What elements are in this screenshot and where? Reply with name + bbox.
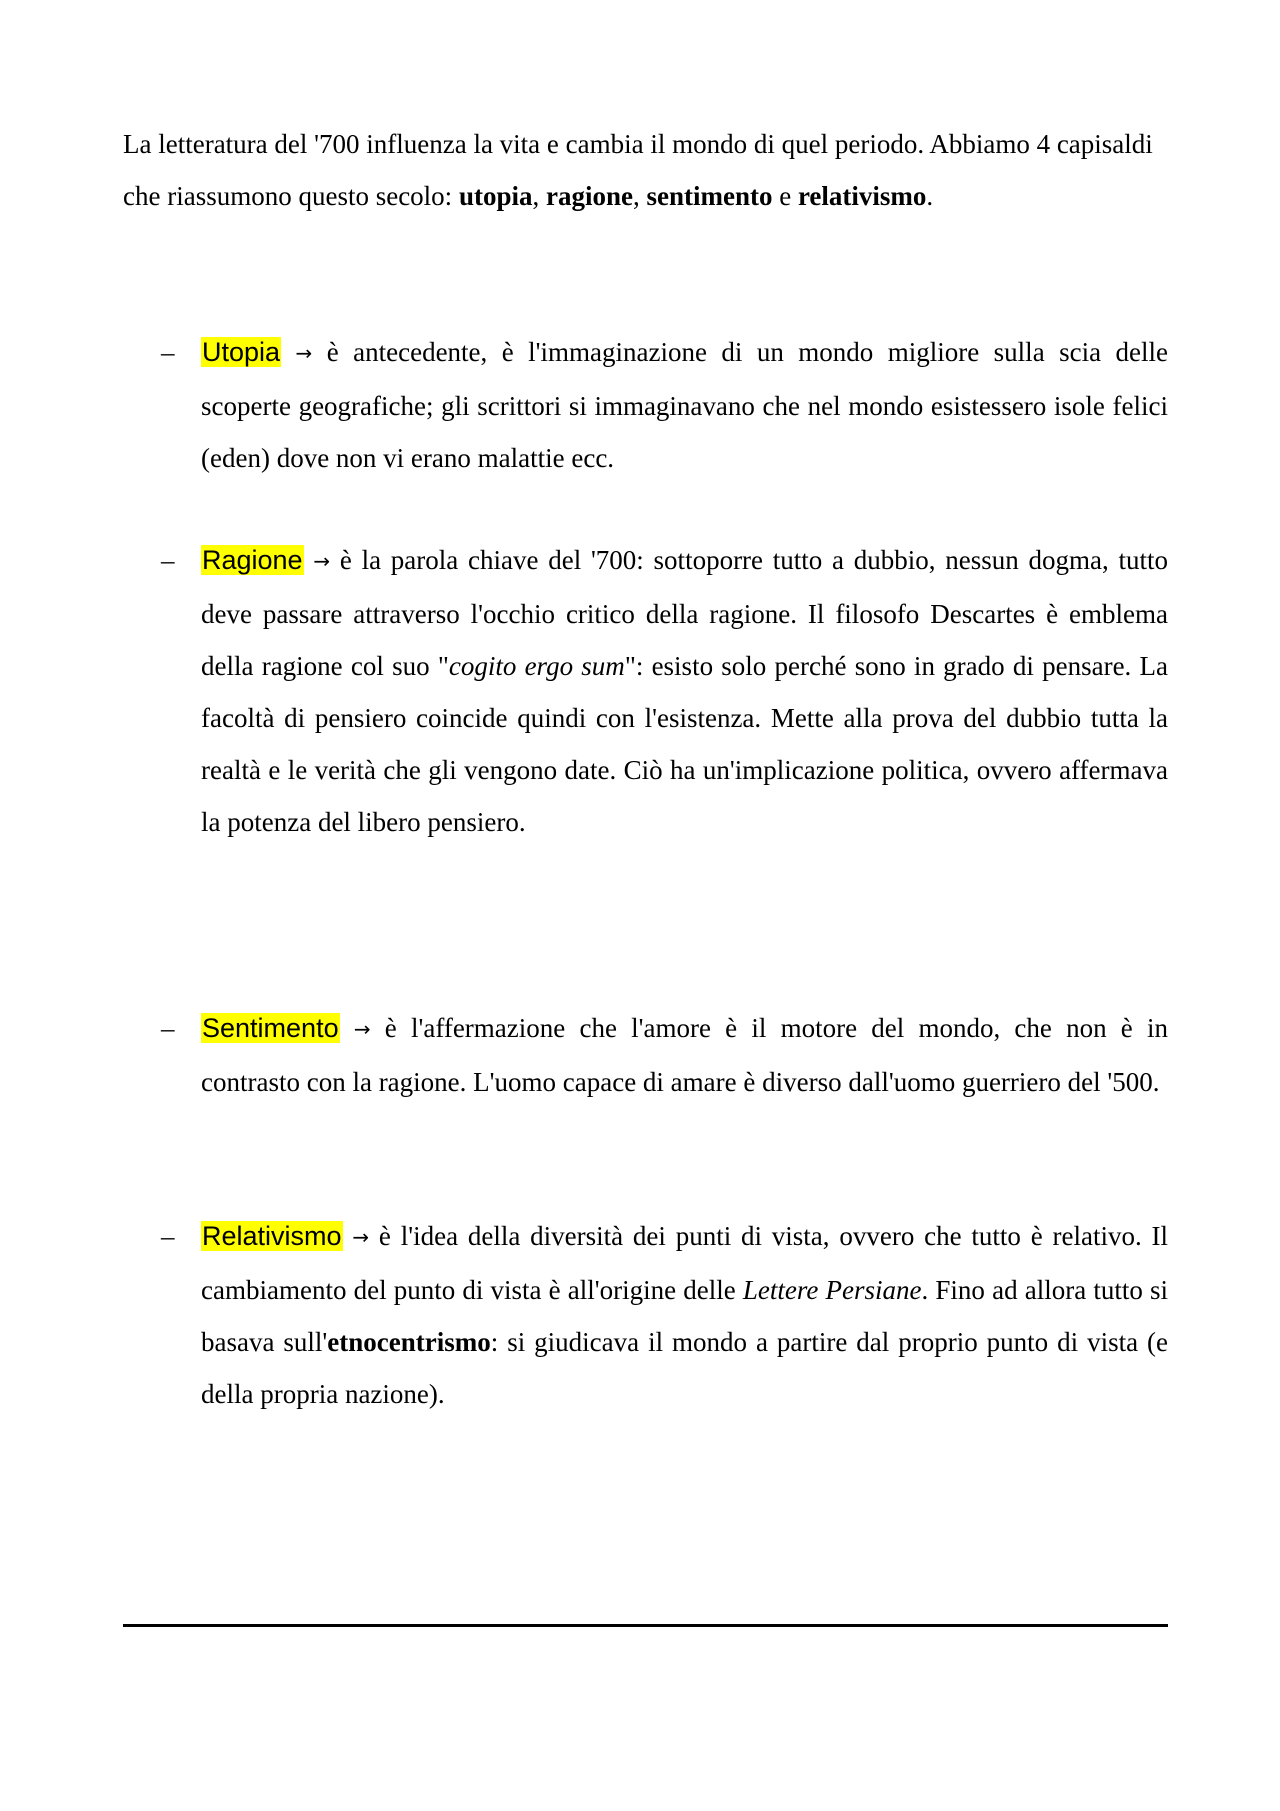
arrow-icon: → <box>353 1017 371 1041</box>
italic-quote: cogito ergo sum <box>448 651 625 681</box>
item-text-ragione <box>201 534 1168 848</box>
separator: , <box>532 181 546 211</box>
intro-paragraph <box>123 118 1168 222</box>
item-description: è l'affermazione che l'amore è il motore del mondo, che non è in contrasto con la ragione. L'uomo capace di amare è diverso dall'uomo guerriero del '500. <box>201 1013 1168 1097</box>
keyword-relativismo: relativismo <box>797 181 927 211</box>
item-description-cont: ": esisto solo perché sono in grado di pensare. La facoltà di pensiero coincide quindi con l'esistenza. Mette alla prova del dubbio tutta la realtà e le verità che gli vengono date. Ciò ha un'implicazione politica, ovvero affermava la potenza del libero pensiero. <box>201 651 1169 837</box>
item-text-relativismo <box>201 1210 1168 1420</box>
arrow-icon: → <box>295 341 313 365</box>
bullet-dash: – <box>161 545 175 575</box>
list-item-utopia <box>123 326 1168 484</box>
highlighted-term-relativismo: Relativismo <box>202 1221 342 1251</box>
item-description-end: : si giudicava il mondo a partire dal proprio punto di vista (e della propria nazione). <box>201 1327 1168 1409</box>
highlighted-term-ragione: Ragione <box>202 545 303 575</box>
footer-divider <box>123 1624 1168 1627</box>
item-description: è la parola chiave del '700: sottoporre tutto a dubbio, nessun dogma, tutto deve passare attraverso l'occhio critico della ragione. Il filosofo Descartes è emblema della ragione col suo " <box>201 545 1168 681</box>
item-text-utopia <box>201 326 1168 484</box>
highlighted-term-sentimento: Sentimento <box>202 1013 339 1043</box>
highlighted-term-utopia: Utopia <box>202 337 281 367</box>
bullet-dash: – <box>161 337 175 367</box>
intro-text: La letteratura del '700 influenza la vita e cambia il mondo di quel periodo. Abbiamo 4 capisaldi che riassumono questo secolo: <box>123 129 1153 211</box>
keyword-ragione: ragione <box>545 181 633 211</box>
keyword-utopia: utopia <box>458 181 533 211</box>
bullet-dash: – <box>161 1221 175 1251</box>
bold-term: etnocentrismo <box>327 1327 491 1357</box>
item-description: è antecedente, è l'immaginazione di un mondo migliore sulla scia delle scoperte geografiche; gli scrittori si immaginavano che nel mondo esistessero isole felici (eden) dove non vi erano malattie ecc. <box>201 337 1169 473</box>
list-item-sentimento <box>123 1002 1168 1108</box>
item-description: è l'idea della diversità dei punti di vista, ovvero che tutto è relativo. Il cambiamento del punto di vista è all'origine delle <box>201 1221 1169 1305</box>
item-description-cont: . Fino ad allora tutto si basava sull' <box>201 1275 1168 1357</box>
italic-title: Lettere Persiane <box>742 1275 922 1305</box>
arrow-icon: → <box>352 1225 370 1249</box>
list-item-ragione <box>123 534 1168 848</box>
bullet-dash: – <box>161 1013 175 1043</box>
period: . <box>926 181 934 211</box>
separator: e <box>772 181 798 211</box>
item-text-sentimento <box>201 1002 1168 1108</box>
list-item-relativismo <box>123 1210 1168 1420</box>
separator: , <box>632 181 647 211</box>
keyword-sentimento: sentimento <box>646 181 773 211</box>
arrow-icon: → <box>313 549 331 573</box>
